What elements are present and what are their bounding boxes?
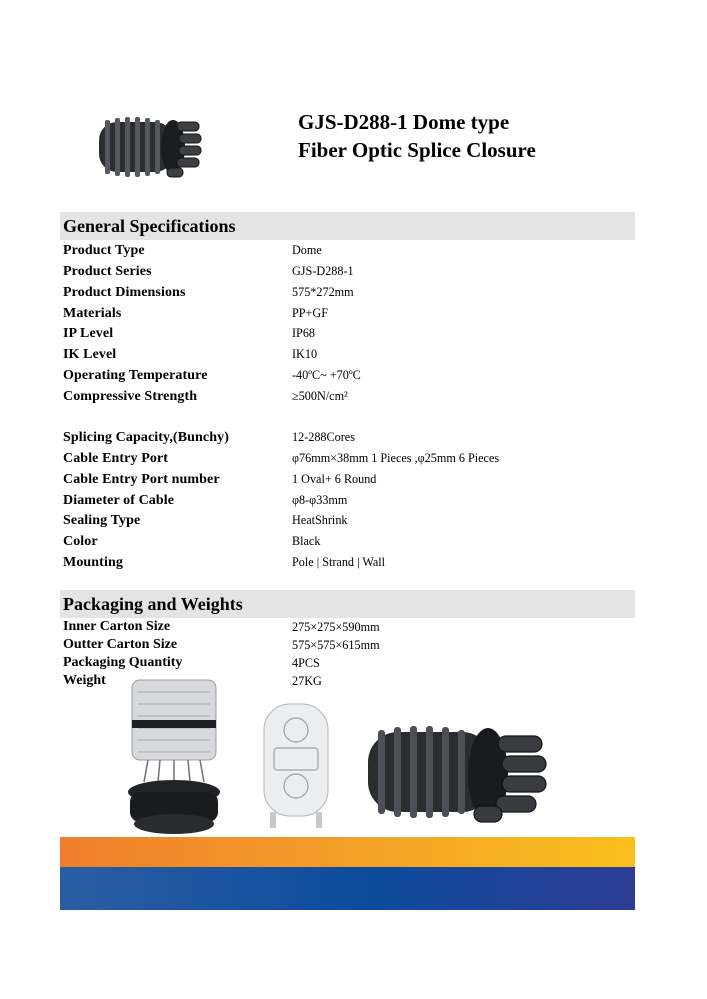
packaging-label: Inner Carton Size [63, 619, 171, 634]
spec-value: PP+GF [292, 306, 329, 320]
packaging-label: Packaging Quantity [63, 655, 183, 670]
spec-value: Dome [292, 243, 322, 257]
spec-value: -40ºC~ +70ºC [292, 368, 361, 382]
spec-label: IP Level [63, 326, 114, 341]
spec-label: Cable Entry Port number [63, 472, 220, 487]
spec-label: Splicing Capacity,(Bunchy) [63, 430, 229, 445]
spec-row [63, 303, 623, 324]
spec-value: IK10 [292, 347, 318, 361]
spec-row [63, 261, 623, 282]
spec-label: Diameter of Cable [63, 493, 175, 508]
spec-row [63, 510, 623, 531]
spec-label: Product Dimensions [63, 285, 186, 300]
packaging-row [63, 654, 623, 672]
spec-label: Compressive Strength [63, 389, 198, 404]
packaging-value: 4PCS [292, 656, 320, 670]
packaging-row [63, 636, 623, 654]
packaging-label: Weight [63, 673, 106, 688]
spec-value: ≥500N/cm² [292, 389, 348, 403]
spec-value: 575*272mm [292, 285, 354, 299]
closure-product-image [93, 108, 205, 180]
splice-tray-image [260, 700, 332, 830]
general-spec-heading: General Specifications [63, 216, 236, 236]
closed-closure-image [362, 718, 548, 826]
spec-row [63, 386, 623, 407]
footer-orange-band [60, 837, 635, 867]
spec-label: Materials [63, 306, 122, 321]
spec-label: IK Level [63, 347, 117, 362]
page-title [298, 108, 536, 164]
spec-label: Cable Entry Port [63, 451, 169, 466]
spec-row [63, 323, 623, 344]
title-line-2: Fiber Optic Splice Closure [298, 138, 536, 162]
spec-value: Pole | Strand | Wall [292, 555, 386, 569]
packaging-row [63, 618, 623, 636]
footer-blue-band [60, 867, 635, 910]
spec-value: HeatShrink [292, 513, 348, 527]
spec-value: φ8-φ33mm [292, 493, 348, 507]
spec-label: Sealing Type [63, 513, 141, 528]
open-closure-image [118, 674, 228, 838]
spec-label: Color [63, 534, 98, 549]
spec-row [63, 240, 623, 261]
title-line-1: GJS-D288-1 Dome type [298, 110, 510, 134]
spec-row [63, 448, 623, 469]
packaging-value: 575×575×615mm [292, 638, 380, 652]
spec-row [63, 531, 623, 552]
packaging-heading: Packaging and Weights [63, 594, 243, 614]
packaging-value: 275×275×590mm [292, 620, 380, 634]
spec-label: Mounting [63, 555, 123, 570]
spec-value: Black [292, 534, 321, 548]
spec-label: Product Series [63, 264, 152, 279]
spec-value: φ76mm×38mm 1 Pieces ,φ25mm 6 Pieces [292, 451, 500, 465]
spec-label: Product Type [63, 243, 145, 258]
spec-value: 12-288Cores [292, 430, 355, 444]
spec-row [63, 344, 623, 365]
spec-label: Operating Temperature [63, 368, 208, 383]
spec-row [63, 552, 623, 573]
spec-value: 1 Oval+ 6 Round [292, 472, 377, 486]
spec-row [63, 490, 623, 511]
packaging-label: Outter Carton Size [63, 637, 178, 652]
packaging-value: 27KG [292, 674, 322, 688]
spec-row [63, 282, 623, 303]
spec-row [63, 469, 623, 490]
spec-row [63, 427, 623, 448]
spec-value: IP68 [292, 326, 316, 340]
spec-row [63, 365, 623, 386]
spec-value: GJS-D288-1 [292, 264, 354, 278]
